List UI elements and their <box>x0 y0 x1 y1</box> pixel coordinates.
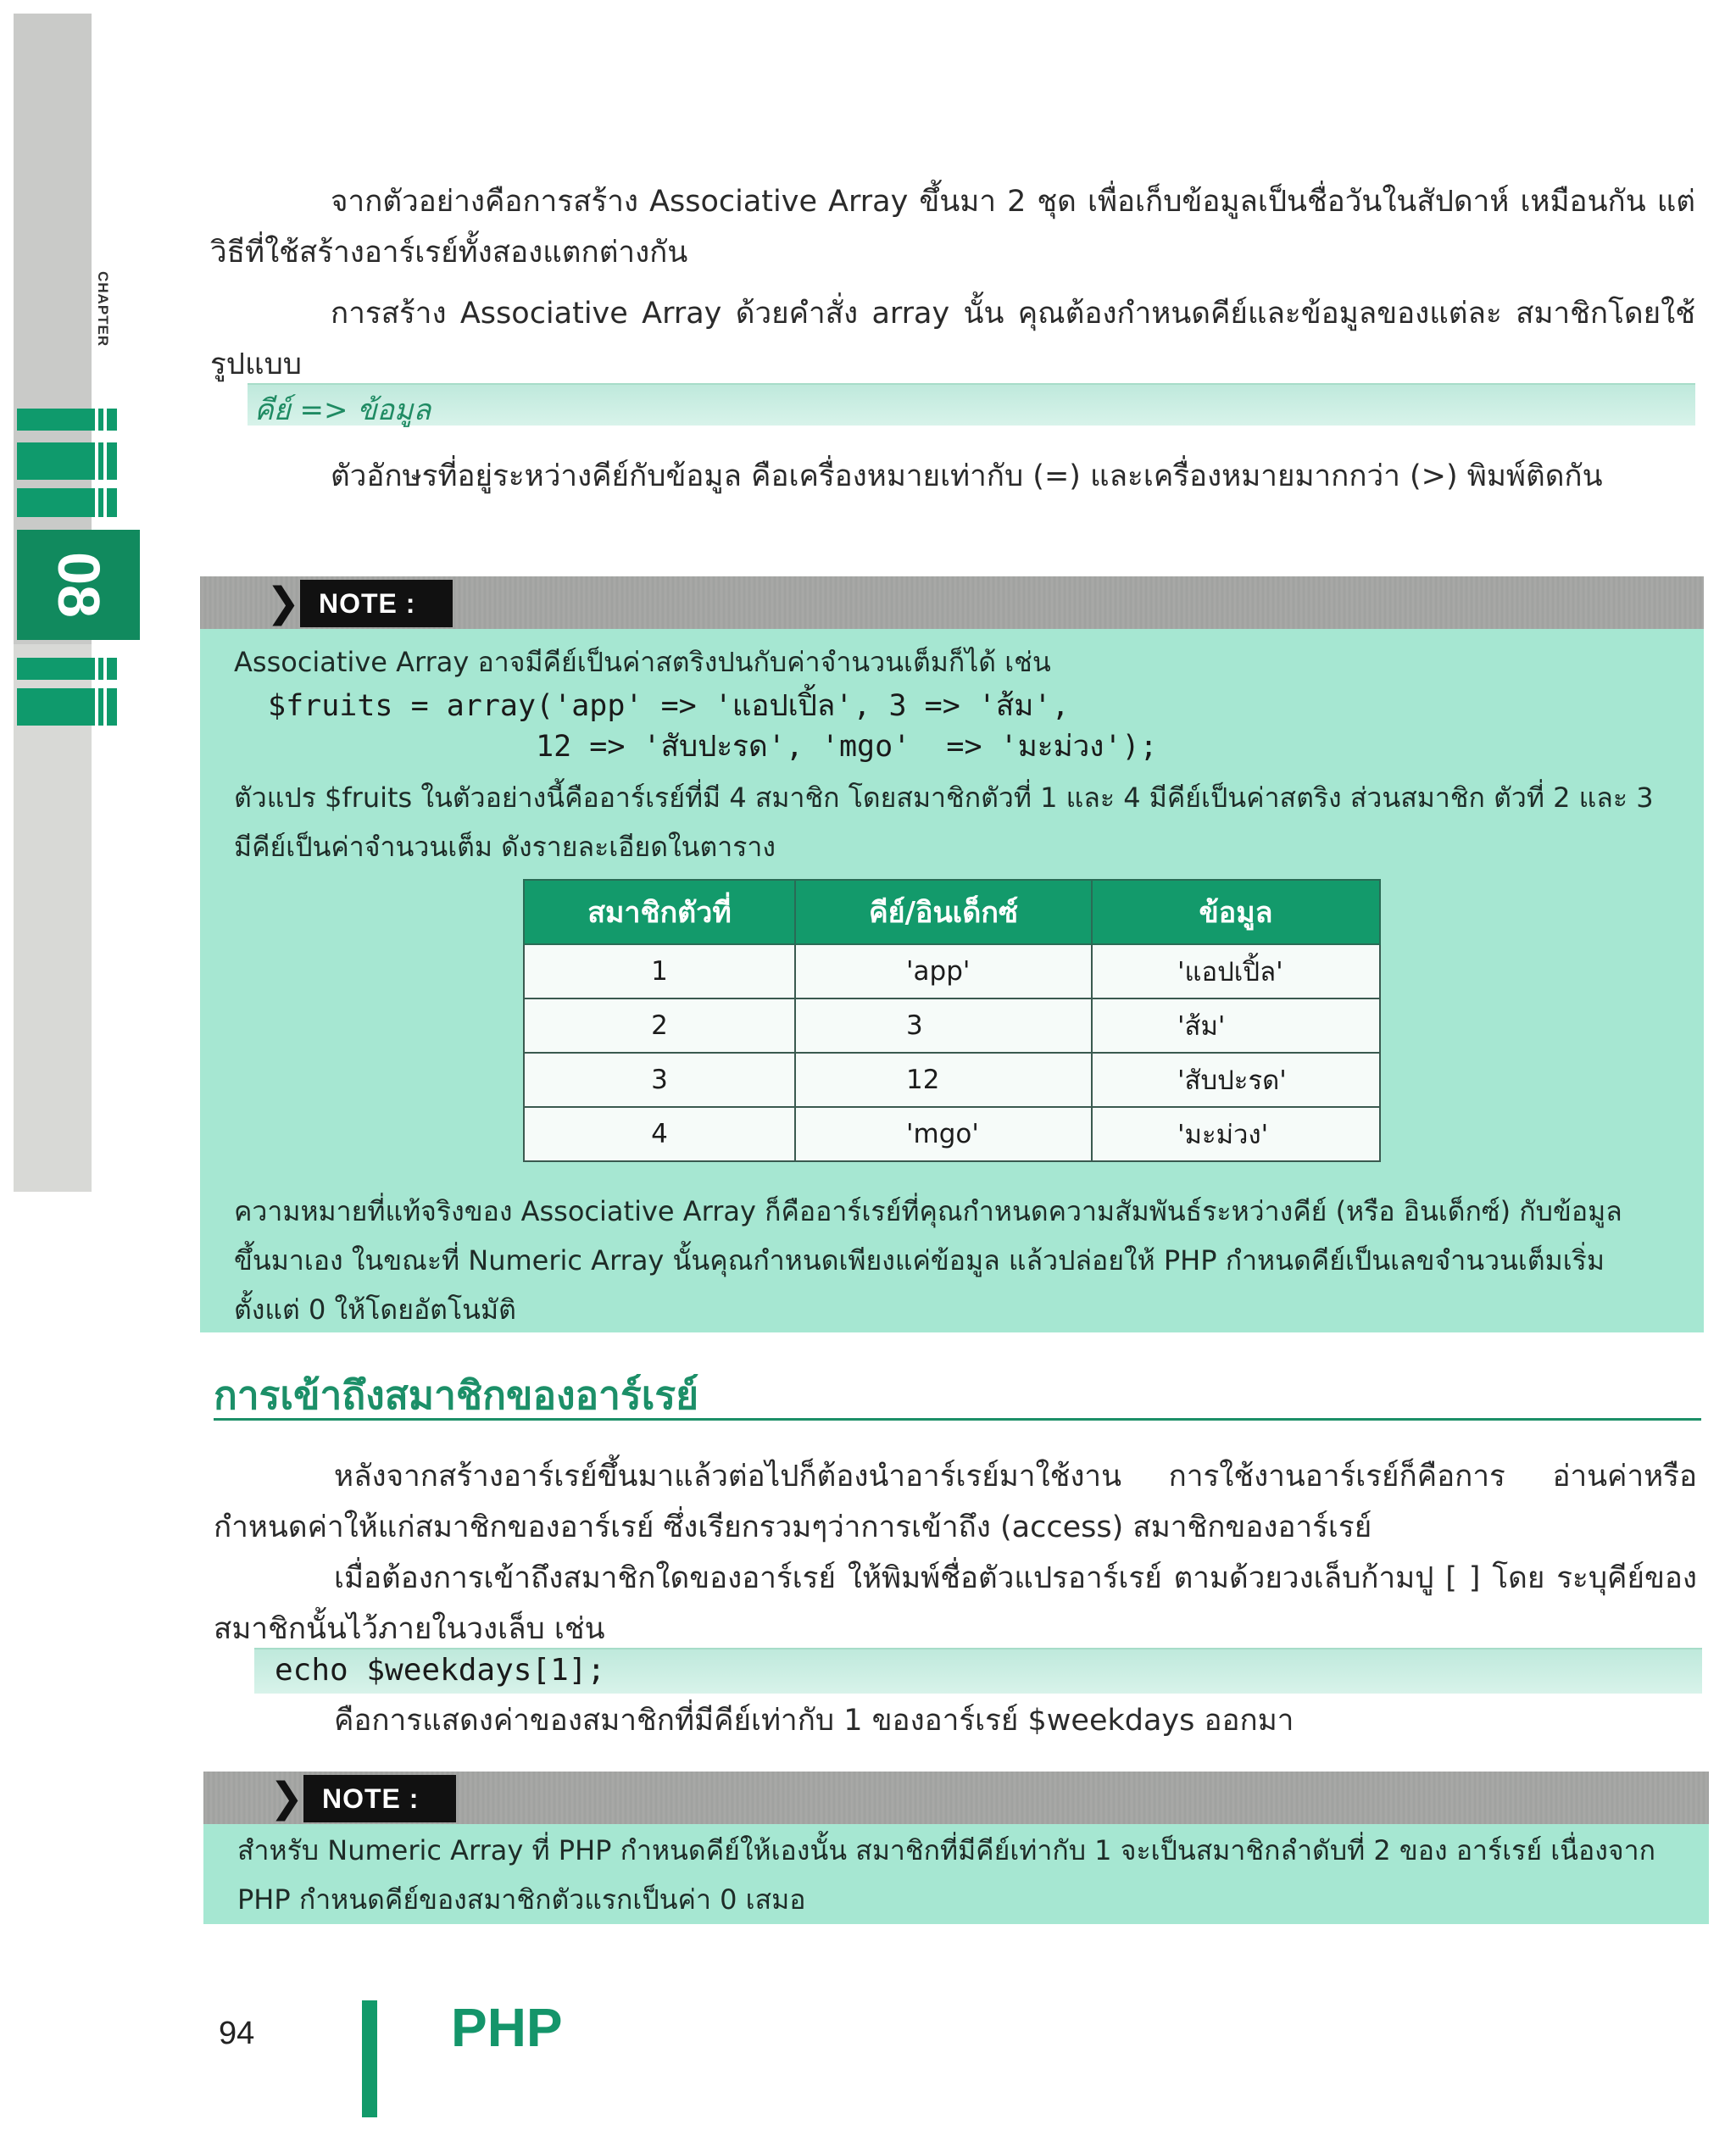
code-example: echo $weekdays[1]; <box>275 1653 606 1688</box>
strip-divider <box>103 403 107 522</box>
page-number: 94 <box>219 2016 255 2051</box>
intro-paragraph-2: การสร้าง Associative Array ด้วยคำสั่ง array นั้น คุณต้องกำหนดคีย์และข้อมูลของแต่ละ สมาชิกโดยใช้รูปแบบ <box>210 297 1695 381</box>
syntax-example: คีย์ => ข้อมูล <box>254 393 431 427</box>
table-header-cell: คีย์/อินเด็กซ์ <box>795 880 1092 944</box>
table-row <box>524 1053 1380 1107</box>
table-cell: 12 <box>795 1053 1092 1107</box>
chapter-number-badge <box>17 530 140 640</box>
table-cell: 2 <box>524 998 795 1053</box>
table-header-cell: ข้อมูล <box>1092 880 1380 944</box>
note-header <box>200 576 1704 629</box>
intro-paragraph-1: จากตัวอย่างคือการสร้าง Associative Array ขึ้นมา 2 ชุด เพื่อเก็บข้อมูลเป็นชื่อวันในสัปดาห์ เหมือนกัน แต่วิธีที่ใช้สร้างอาร์เรย์ทั้งสองแตกต่างกัน <box>210 185 1695 270</box>
section-paragraph-1: หลังจากสร้างอาร์เรย์ขึ้นมาแล้วต่อไปก็ต้องนำอาร์เรย์มาใช้งาน การใช้งานอาร์เรย์ก็คือการ อ่านค่าหรือกำหนดค่าให้แก่สมาชิกของอาร์เรย์ ซึ่งเรียกรวมๆว่าการเข้าถึง (access) สมาชิกของอาร์เรย์ <box>214 1460 1697 1544</box>
heading-rule <box>214 1418 1701 1421</box>
book-title: PHP <box>451 1997 563 2058</box>
syntax-band <box>248 383 1695 426</box>
chapter-number: 08 <box>45 552 112 618</box>
strip-divider <box>95 653 98 729</box>
chapter-word: CHAPTER <box>95 271 111 348</box>
code-line-2: 12 => 'สับปะรด', 'mgo' => 'มะม่วง'); <box>268 730 1158 764</box>
note-chevron-icon: ❯ <box>266 579 301 626</box>
note-tag: NOTE : <box>300 580 453 627</box>
strip-divider <box>103 653 107 729</box>
strip-divider <box>95 403 98 522</box>
strip-bar <box>17 658 117 680</box>
table-row <box>524 944 1380 998</box>
table-row <box>524 1107 1380 1161</box>
table-cell: 'ส้ม' <box>1092 998 1380 1053</box>
table-cell: 1 <box>524 944 795 998</box>
table-header-cell: สมาชิกตัวที่ <box>524 880 795 944</box>
fruits-table <box>523 879 1381 1162</box>
note-header <box>203 1772 1709 1824</box>
intro-paragraph-3: ตัวอักษรที่อยู่ระหว่างคีย์กับข้อมูล คือเครื่องหมายเท่ากับ (=) และเครื่องหมายมากกว่า (>) พิมพ์ติดกัน <box>331 459 1603 493</box>
table-row <box>524 998 1380 1053</box>
code-line-1: $fruits = array('app' => 'แอปเปิ้ล', 3 => 'ส้ม', <box>268 689 1070 723</box>
table-cell: 'mgo' <box>795 1107 1092 1161</box>
note-closing: ความหมายที่แท้จริงของ Associative Array ก็คืออาร์เรย์ที่คุณกำหนดความสัมพันธ์ระหว่างคีย์ (หรือ อินเด็กซ์) กับข้อมูลขึ้นมาเอง ในขณะที่ Numeric Array นั้นคุณกำหนดเพียงแค่ข้อมูล แล้วปล่อยให้ PHP กำหนดคีย์เป็นเลขจำนวนเต็มเริ่มตั้งแต่ 0 ให้โดยอัตโนมัติ <box>234 1195 1622 1326</box>
section-paragraph-3: คือการแสดงค่าของสมาชิกที่มีคีย์เท่ากับ 1 ของอาร์เรย์ $weekdays ออกมา <box>334 1704 1294 1738</box>
table-cell: 3 <box>795 998 1092 1053</box>
strip-bar <box>17 488 117 517</box>
note-tag: NOTE : <box>303 1775 456 1822</box>
strip-bar <box>17 688 117 726</box>
strip-bar <box>17 442 117 480</box>
table-cell: 'app' <box>795 944 1092 998</box>
section-heading: การเข้าถึงสมาชิกของอาร์เรย์ <box>214 1372 699 1418</box>
note-text: สำหรับ Numeric Array ที่ PHP กำหนดคีย์ให้เองนั้น สมาชิกที่มีคีย์เท่ากับ 1 จะเป็นสมาชิกลำดับที่ 2 ของ อาร์เรย์ เนื่องจาก PHP กำหนดคีย์ของสมาชิกตัวแรกเป็นค่า 0 เสมอ <box>237 1834 1655 1916</box>
note-intro-line: Associative Array อาจมีคีย์เป็นค่าสตริงปนกับค่าจำนวนเต็มก็ได้ เช่น <box>234 646 1051 678</box>
note-chevron-icon: ❯ <box>270 1774 304 1822</box>
strip-bar <box>17 409 117 431</box>
table-cell: 3 <box>524 1053 795 1107</box>
section-paragraph-2: เมื่อต้องการเข้าถึงสมาชิกใดของอาร์เรย์ ให้พิมพ์ชื่อตัวแปรอาร์เรย์ ตามด้วยวงเล็บก้ามปู [ ] โดย ระบุคีย์ของสมาชิกนั้นไว้ภายในวงเล็บ เช่น <box>214 1561 1697 1646</box>
table-cell: 'มะม่วง' <box>1092 1107 1380 1161</box>
table-header-row <box>524 880 1380 944</box>
table-cell: 'สับปะรด' <box>1092 1053 1380 1107</box>
table-cell: 4 <box>524 1107 795 1161</box>
table-cell: 'แอปเปิ้ล' <box>1092 944 1380 998</box>
chapter-strip-lower <box>14 644 92 1192</box>
footer-divider <box>362 2000 377 2117</box>
note-description: ตัวแปร $fruits ในตัวอย่างนี้คืออาร์เรย์ที่มี 4 สมาชิก โดยสมาชิกตัวที่ 1 และ 4 มีคีย์เป็นค่าสตริง ส่วนสมาชิก ตัวที่ 2 และ 3 มีคีย์เป็นค่าจำนวนเต็ม ดังรายละเอียดในตาราง <box>234 782 1654 863</box>
chapter-label <box>93 271 110 352</box>
note-box-2 <box>203 1772 1709 1924</box>
